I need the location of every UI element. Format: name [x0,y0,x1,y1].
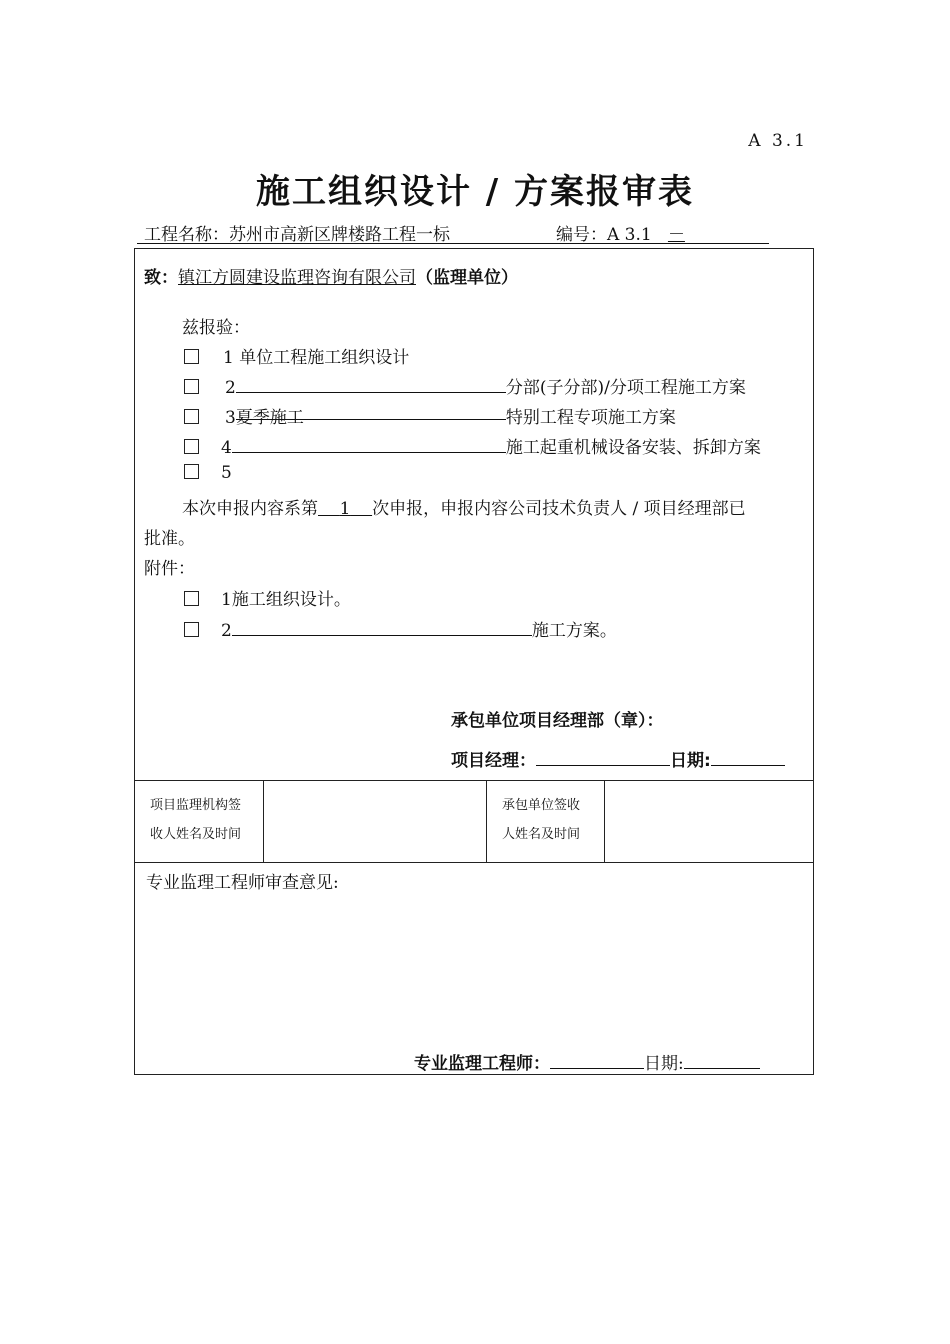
cell-divider [604,780,605,862]
header-underline [137,243,769,244]
supervisor-receipt-label: 项目监理机构签 收人姓名及时间 [150,798,242,842]
project-name-label: 工程名称： [144,225,229,245]
date-label: 日期: [670,751,711,771]
checkbox[interactable] [184,379,199,394]
review-date-label: 日期: [644,1054,684,1074]
attachment-item: 2 施工方案。 [184,616,617,641]
review-signature-line [414,1049,760,1074]
checkbox[interactable] [184,349,199,364]
addressee-suffix: （监理单位） [416,268,518,288]
addressee-prefix: 致： [144,268,178,288]
fill-blank[interactable] [232,619,532,636]
intro-text: 兹报验： [182,318,250,338]
submission-count: 1 [339,499,351,519]
cell-divider [263,780,264,862]
list-item: 4 施工起重机械设备安装、拆卸方案 [184,433,761,458]
checkbox[interactable] [184,409,199,424]
list-item: 1 单位工程施工组织设计 [184,343,409,368]
checkbox[interactable] [184,464,199,479]
fill-blank[interactable] [232,436,506,453]
review-date-field[interactable] [684,1052,760,1069]
form-number-label: 编号： [556,225,607,245]
date-field[interactable] [711,749,785,766]
project-name: 苏州市高新区牌楼路工程一标 [229,225,450,245]
contractor-manager-line [451,746,785,771]
declaration-end: 批准。 [144,529,195,549]
form-number-dash: － [667,225,685,245]
attachments-label: 附件： [144,559,195,579]
form-number [556,220,685,245]
list-item: 3夏季施工 特别工程专项施工方案 [184,403,676,428]
row-divider [134,862,814,863]
form-number-value: A 3.1 [607,225,652,245]
page-title: 施工组织设计 / 方案报审表 [255,172,695,212]
checkbox[interactable] [184,622,199,637]
list-item: 5 [184,463,232,483]
list-item: 2 分部(子分部)/分项工程施工方案 [184,373,746,398]
review-opinion-label: 专业监理工程师审查意见: [146,873,339,893]
checkbox[interactable] [184,439,199,454]
contractor-dept-label: 承包单位项目经理部（章）： [451,711,664,731]
addressee [144,263,518,288]
engineer-signature-field[interactable] [550,1052,644,1069]
cell-divider [486,780,487,862]
row-divider [134,780,814,781]
manager-label: 项目经理： [451,751,536,771]
engineer-label: 专业监理工程师： [414,1054,550,1074]
project-header [144,220,685,245]
filled-value: 夏季施工 [235,408,304,428]
fill-blank[interactable] [236,376,506,393]
supervision-unit: 镇江方圆建设监理咨询有限公司 [178,268,416,288]
manager-signature-field[interactable] [536,749,670,766]
attachment-item: 1施工组织设计。 [184,585,351,610]
form-code: A 3.1 [748,131,808,151]
declaration-line: 本次申报内容系第 1 次申报，申报内容公司技术负责人 / 项目经理部已 [182,499,746,519]
checkbox[interactable] [184,591,199,606]
contractor-receipt-label: 承包单位签收 人姓名及时间 [502,798,581,842]
